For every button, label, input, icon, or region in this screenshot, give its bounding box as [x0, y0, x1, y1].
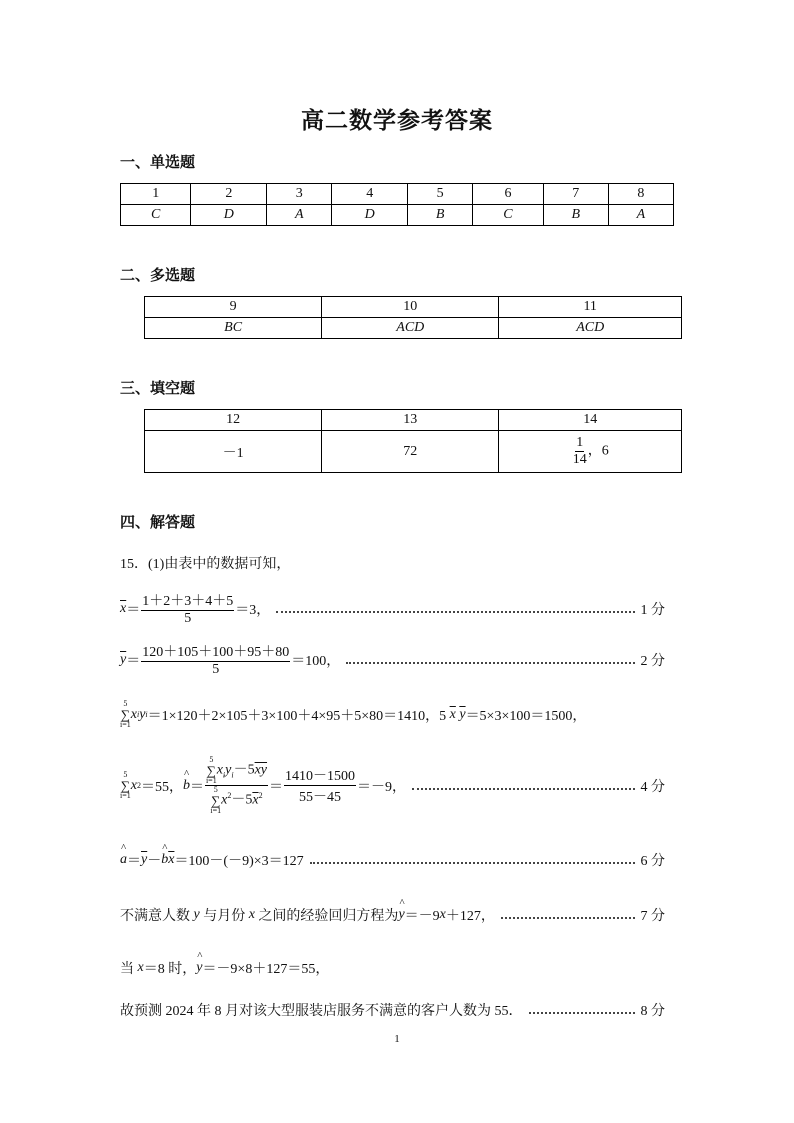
q15-line-4 — [120, 756, 665, 815]
a-hat: ^ a — [120, 852, 127, 868]
table-row — [121, 184, 674, 205]
text: 当 — [120, 962, 134, 977]
cell: D — [332, 205, 408, 226]
text: ＝ — [269, 779, 284, 795]
numerator: 120＋105＋100＋95＋80 — [141, 641, 290, 662]
q15-intro — [120, 553, 665, 573]
q15-line-8 — [120, 1000, 665, 1020]
text: 2 — [258, 791, 263, 801]
cell: D — [191, 205, 267, 226]
text: ＝55， — [140, 779, 183, 795]
sum-upper: 5 — [123, 699, 128, 708]
text: y — [225, 762, 232, 778]
q15-line-6 — [120, 905, 665, 925]
fraction — [141, 641, 290, 678]
cell: 4 — [332, 184, 408, 205]
dot-leader — [412, 788, 634, 790]
b-hat: ^ b — [183, 778, 190, 794]
text: 2 — [227, 791, 232, 801]
cell: 1 — [121, 184, 191, 205]
text: ＝ — [126, 653, 141, 669]
text: ＝3， — [235, 602, 271, 618]
dot-leader — [346, 662, 634, 664]
text: ＝－9 — [404, 909, 440, 924]
text: 之间的经验回归方程为 — [258, 909, 399, 924]
table-row — [145, 297, 682, 318]
q15-line-1 — [120, 590, 665, 627]
q15-line-5 — [120, 850, 665, 870]
text: ＝100－(－9)×3＝127 — [174, 854, 304, 869]
x-bar: $\overline{x}$ — [449, 706, 456, 722]
page-title: 高二数学参考答案 — [301, 108, 493, 133]
text: 15．(1)由表中的数据可知， — [120, 557, 291, 572]
cell: BC — [145, 318, 322, 339]
fraction — [284, 765, 356, 806]
sum-upper: 5 — [209, 755, 214, 764]
fraction — [205, 756, 268, 815]
table-row — [145, 318, 682, 339]
cell: 10 — [322, 297, 499, 318]
cell: 13 — [322, 410, 499, 431]
text: i — [222, 770, 226, 780]
text: 不满意人数 — [120, 909, 190, 924]
text: －5 — [233, 762, 255, 778]
summation: 5 ∑ i=1 — [120, 770, 131, 800]
x-bar: $\overline{x}$ — [120, 600, 127, 616]
text: ＝100， — [291, 653, 341, 669]
score: 2 分 — [640, 653, 665, 669]
numerator: 1410－1500 — [284, 765, 356, 786]
text: i — [231, 770, 234, 780]
text: x — [248, 907, 255, 922]
cell: 5 — [408, 184, 473, 205]
text: ＝ — [126, 602, 141, 618]
numerator: 1 — [576, 435, 584, 450]
text: － — [147, 854, 162, 869]
y-bar: $\overline{y}$ — [141, 852, 148, 867]
text: ＝5×3×100＝1500， — [465, 708, 587, 724]
cell: 72 — [322, 431, 499, 473]
text: x — [137, 960, 144, 975]
text: ＝ — [189, 779, 204, 795]
fraction — [573, 435, 587, 468]
section-single-choice: 一、单选题 — [120, 155, 196, 171]
cell: ACD — [322, 318, 499, 339]
y-bar: $\overline{y}$ — [120, 651, 127, 667]
text: y — [139, 706, 146, 722]
xy-bar: $\overline{xy}$ — [254, 762, 268, 778]
text: y — [193, 907, 200, 922]
y-bar: $\overline{y}$ — [459, 706, 466, 722]
single-choice-table — [120, 183, 674, 226]
cell: 11 — [499, 297, 682, 318]
cell — [499, 431, 682, 473]
cell: 7 — [543, 184, 608, 205]
cell: B — [408, 205, 473, 226]
sum-upper: 5 — [123, 770, 128, 779]
answer-rest: ，6 — [587, 443, 609, 459]
text: 故预测 2024 年 8 月对该大型服装店服务不满意的客户人数为 55． — [120, 1004, 523, 1019]
x-bar: $\overline{x}$ — [168, 852, 175, 867]
text: ＋127， — [445, 909, 495, 924]
cell: C — [473, 205, 543, 226]
y-hat: ^ y — [196, 960, 202, 976]
text: x — [130, 777, 137, 793]
cell: C — [121, 205, 191, 226]
cell: 14 — [499, 410, 682, 431]
x-bar: $\overline{x}$ — [252, 792, 259, 808]
text: －5 — [231, 792, 253, 808]
sum-lower: i=1 — [120, 720, 131, 729]
cell: 3 — [267, 184, 332, 205]
denominator: 5 — [212, 662, 220, 677]
text: x — [216, 762, 223, 778]
multi-choice-table — [144, 296, 682, 339]
score: 4 分 — [640, 779, 665, 795]
text: ＝1×120＋2×105＋3×100＋4×95＋5×80＝1410，5 — [147, 708, 447, 724]
q15-line-2 — [120, 641, 665, 678]
score: 8 分 — [640, 1004, 665, 1019]
cell: B — [543, 205, 608, 226]
text: ＝8 时， — [143, 962, 197, 977]
text: i — [145, 710, 148, 719]
y-hat: ^ y — [398, 907, 404, 923]
text: 2 — [136, 781, 141, 790]
cell: 2 — [191, 184, 267, 205]
section-fill-blank: 三、填空题 — [120, 381, 196, 397]
dot-leader — [276, 611, 634, 613]
fraction — [141, 590, 234, 627]
score: 6 分 — [640, 854, 665, 869]
page-number: 1 — [394, 1033, 400, 1045]
summation: 5 ∑ i=1 — [120, 699, 131, 729]
sum-lower: i=1 — [120, 791, 131, 800]
q15-line-7 — [120, 958, 665, 978]
dot-leader — [501, 917, 635, 919]
sum-lower: i=1 — [210, 806, 222, 815]
table-row — [145, 410, 682, 431]
text: x — [439, 907, 446, 922]
sum-upper: 5 — [213, 785, 218, 794]
denominator: 5 — [184, 611, 192, 626]
text: x — [130, 706, 137, 722]
cell: A — [267, 205, 332, 226]
text: x — [221, 792, 228, 808]
cell: A — [608, 205, 673, 226]
denominator: 14 — [572, 452, 587, 467]
b-hat: ^ b — [161, 852, 168, 868]
table-row — [145, 431, 682, 473]
table-row — [121, 205, 674, 226]
text: ＝ — [127, 854, 141, 869]
dot-leader — [529, 1012, 635, 1014]
q15-line-3 — [120, 700, 665, 729]
numerator — [205, 756, 268, 786]
cell: 12 — [145, 410, 322, 431]
cell: 8 — [608, 184, 673, 205]
denominator — [210, 786, 262, 815]
score: 1 分 — [640, 602, 665, 618]
numerator: 1＋2＋3＋4＋5 — [141, 590, 234, 611]
fill-blank-table — [144, 409, 682, 473]
cell: ACD — [499, 318, 682, 339]
text: 与月份 — [203, 909, 246, 924]
section-solutions: 四、解答题 — [120, 515, 196, 531]
section-multi-choice: 二、多选题 — [120, 268, 196, 284]
text: ＝－9， — [357, 779, 407, 795]
score: 7 分 — [640, 909, 665, 924]
cell: －1 — [145, 431, 322, 473]
denominator: 55－45 — [299, 790, 342, 805]
cell: 6 — [473, 184, 543, 205]
summation: 5 ∑ i=1 — [205, 755, 217, 785]
summation: 5 ∑ i=1 — [210, 785, 222, 815]
cell: 9 — [145, 297, 322, 318]
text: ＝－9×8＋127＝55， — [202, 962, 330, 977]
dot-leader — [310, 862, 635, 864]
sum-lower: i=1 — [205, 776, 217, 785]
text: i — [136, 710, 140, 719]
